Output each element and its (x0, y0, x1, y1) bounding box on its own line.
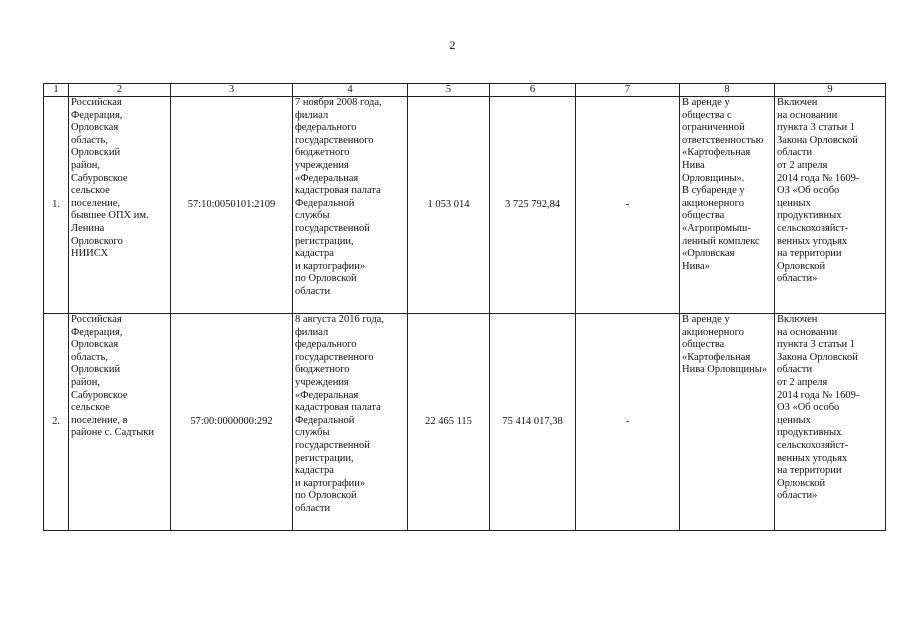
row-number: 2. (44, 314, 69, 531)
header-cell: 1 (44, 84, 69, 97)
area-cell: 22 465 115 (408, 314, 490, 531)
value-cell: 75 414 017,38 (490, 314, 576, 531)
header-row (44, 84, 886, 97)
header-cell: 8 (680, 84, 775, 97)
area-cell: 1 053 014 (408, 97, 490, 314)
header-cell: 9 (775, 84, 886, 97)
header-cell: 7 (576, 84, 680, 97)
header-cell: 5 (408, 84, 490, 97)
lease-cell: В аренде у общества с ограниченной ответственностью «Картофельная Нива Орловщины». В субаренде у акционерного общества «Агропромыш- ленный комплекс «Орловская Нива» (680, 97, 775, 314)
header-cell: 2 (69, 84, 171, 97)
basis-cell: Включен на основании пункта 3 статьи 1 Закона Орловской области от 2 апреля 2014 года № 1609- ОЗ «Об особо ценных продуктивных сельскохозяйст- венных угодьях на территории Орловской области» (775, 314, 886, 531)
cadastral-number-cell: 57:00:0000000:292 (171, 314, 293, 531)
basis-cell: Включен на основании пункта 3 статьи 1 Закона Орловской области от 2 апреля 2014 года № 1609- ОЗ «Об особо ценных продуктивных сельскохозяйст- венных угодьях на территории Орловской области» (775, 97, 886, 314)
land-plots-table (43, 83, 886, 531)
col7-cell: - (576, 97, 680, 314)
registration-cell: 8 августа 2016 года, филиал федерального государственного бюджетного учреждения «Федеральная кадастровая палата Федеральной службы государственной регистрации, кадастра и картографии» по Орловской области (293, 314, 408, 531)
registration-cell: 7 ноября 2008 года, филиал федерального государственного бюджетного учреждения «Федеральная кадастровая палата Федеральной службы государственной регистрации, кадастра и картографии» по Орловской области (293, 97, 408, 314)
row-number: 1. (44, 97, 69, 314)
table-row (44, 314, 886, 531)
lease-cell: В аренде у акционерного общества «Картофельная Нива Орловщины» (680, 314, 775, 531)
value-cell: 3 725 792,84 (490, 97, 576, 314)
page-number: 2 (449, 38, 456, 52)
header-cell: 4 (293, 84, 408, 97)
header-cell: 6 (490, 84, 576, 97)
col7-cell: - (576, 314, 680, 531)
cadastral-number-cell: 57:10:0050101:2109 (171, 97, 293, 314)
table-row (44, 97, 886, 314)
location-cell: Российская Федерация, Орловская область, Орловский район, Сабуровское сельское поселение, бывшее ОПХ им. Ленина Орловского НИИСХ (69, 97, 171, 314)
header-cell: 3 (171, 84, 293, 97)
location-cell: Российская Федерация, Орловская область, Орловский район, Сабуровское сельское поселение, в районе с. Садтыки (69, 314, 171, 531)
